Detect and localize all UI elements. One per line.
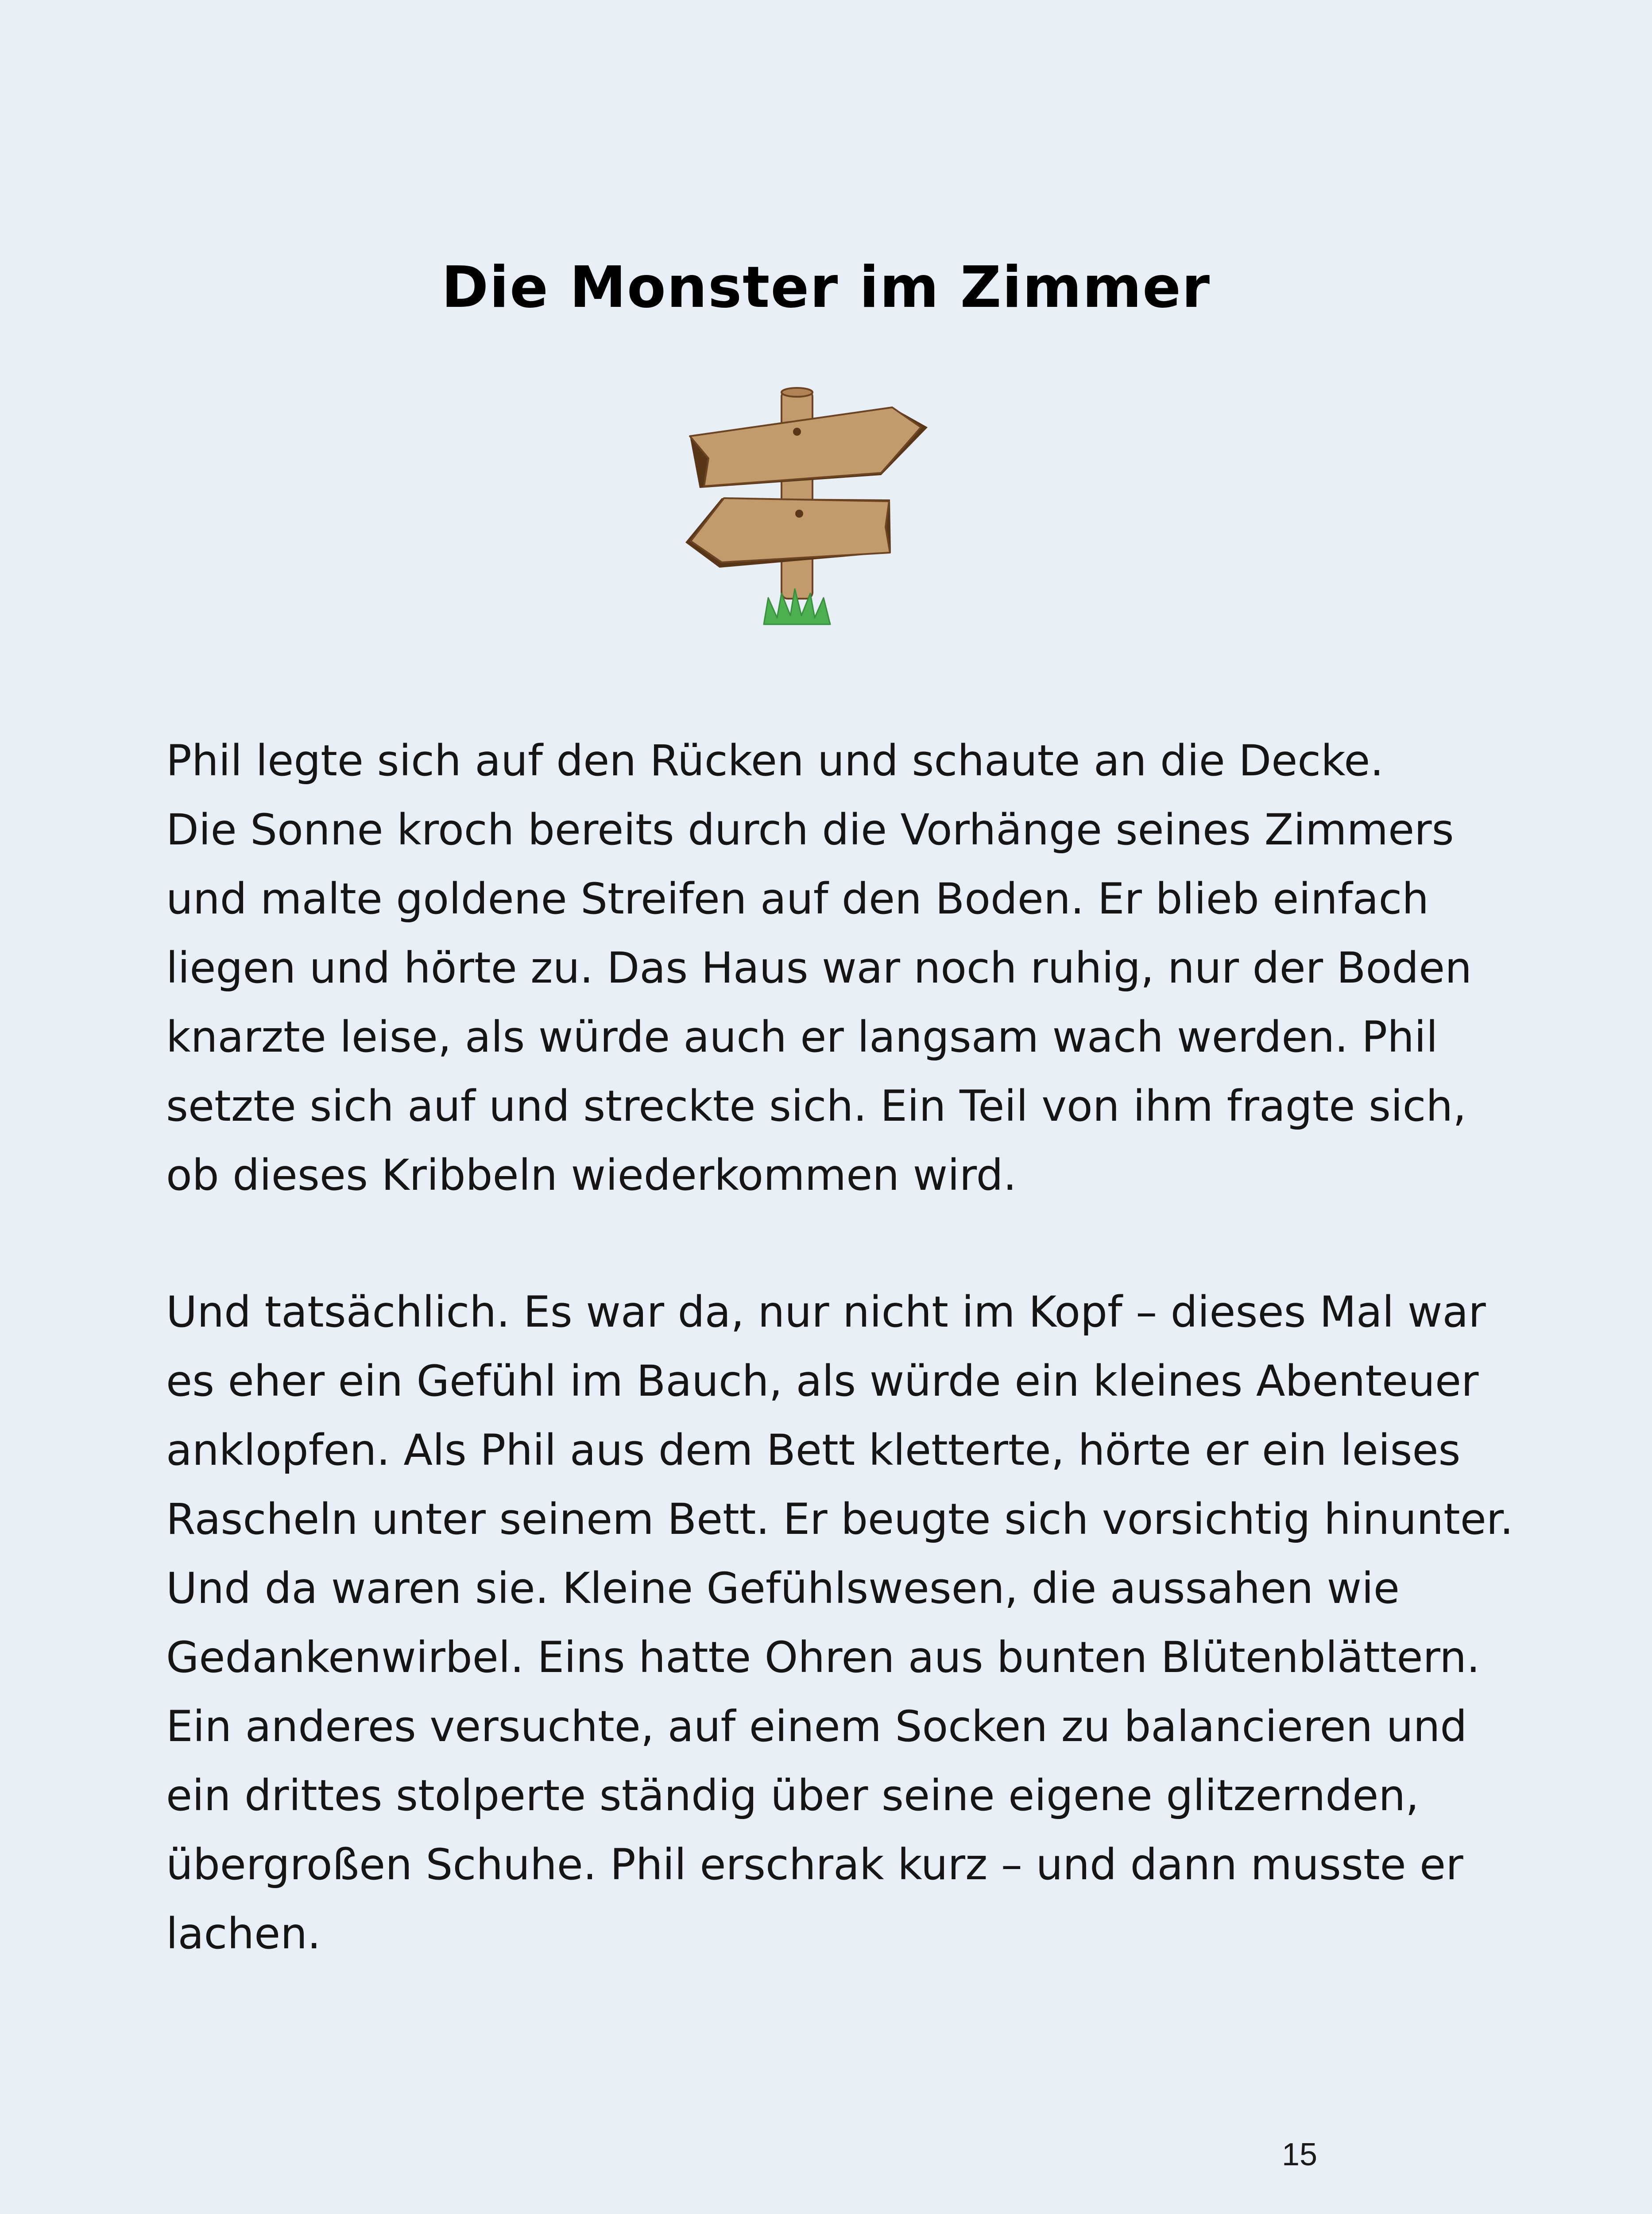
text-line: und malte goldene Streifen auf den Boden. Er blieb einfach <box>166 874 1429 924</box>
text-line: ein drittes stolperte ständig über seine eigene glitzernden, <box>166 1771 1419 1820</box>
text-line: Und da waren sie. Kleine Gefühlswesen, die aussahen wie <box>166 1564 1400 1613</box>
text-line: es eher ein Gefühl im Bauch, als würde ein kleines Abenteuer <box>166 1356 1479 1406</box>
text-line: setzte sich auf und streckte sich. Ein Teil von ihm fragte sich, <box>166 1081 1466 1131</box>
story-paragraph-1 <box>166 726 1486 1210</box>
text-line: anklopfen. Als Phil aus dem Bett kletterte, hörte er ein leises <box>166 1425 1461 1475</box>
text-line: Rascheln unter seinem Bett. Er beugte sich vorsichtig hinunter. <box>166 1494 1513 1544</box>
text-line: Ein anderes versuchte, auf einem Socken zu balancieren und <box>166 1702 1467 1751</box>
page-number: 15 <box>1282 2137 1318 2172</box>
text-line: übergroßen Schuhe. Phil erschrak kurz – und dann musste er <box>166 1840 1463 1889</box>
story-paragraph-2 <box>166 1277 1513 1968</box>
text-line: Gedankenwirbel. Eins hatte Ohren aus bunten Blütenblättern. <box>166 1633 1480 1682</box>
text-line: Und tatsächlich. Es war da, nur nicht im Kopf – dieses Mal war <box>166 1287 1486 1337</box>
text-line: lachen. <box>166 1909 321 1959</box>
text-line: Phil legte sich auf den Rücken und schaute an die Decke. <box>166 736 1384 786</box>
text-line: knarzte leise, als würde auch er langsam wach werden. Phil <box>166 1012 1438 1062</box>
text-line: liegen und hörte zu. Das Haus war noch ruhig, nur der Boden <box>166 943 1472 993</box>
page-title: Die Monster im Zimmer <box>441 255 1211 321</box>
wooden-signpost-icon <box>682 385 939 633</box>
text-line: Die Sonne kroch bereits durch die Vorhänge seines Zimmers <box>166 805 1454 855</box>
text-line: ob dieses Kribbeln wiederkommen wird. <box>166 1150 1017 1200</box>
